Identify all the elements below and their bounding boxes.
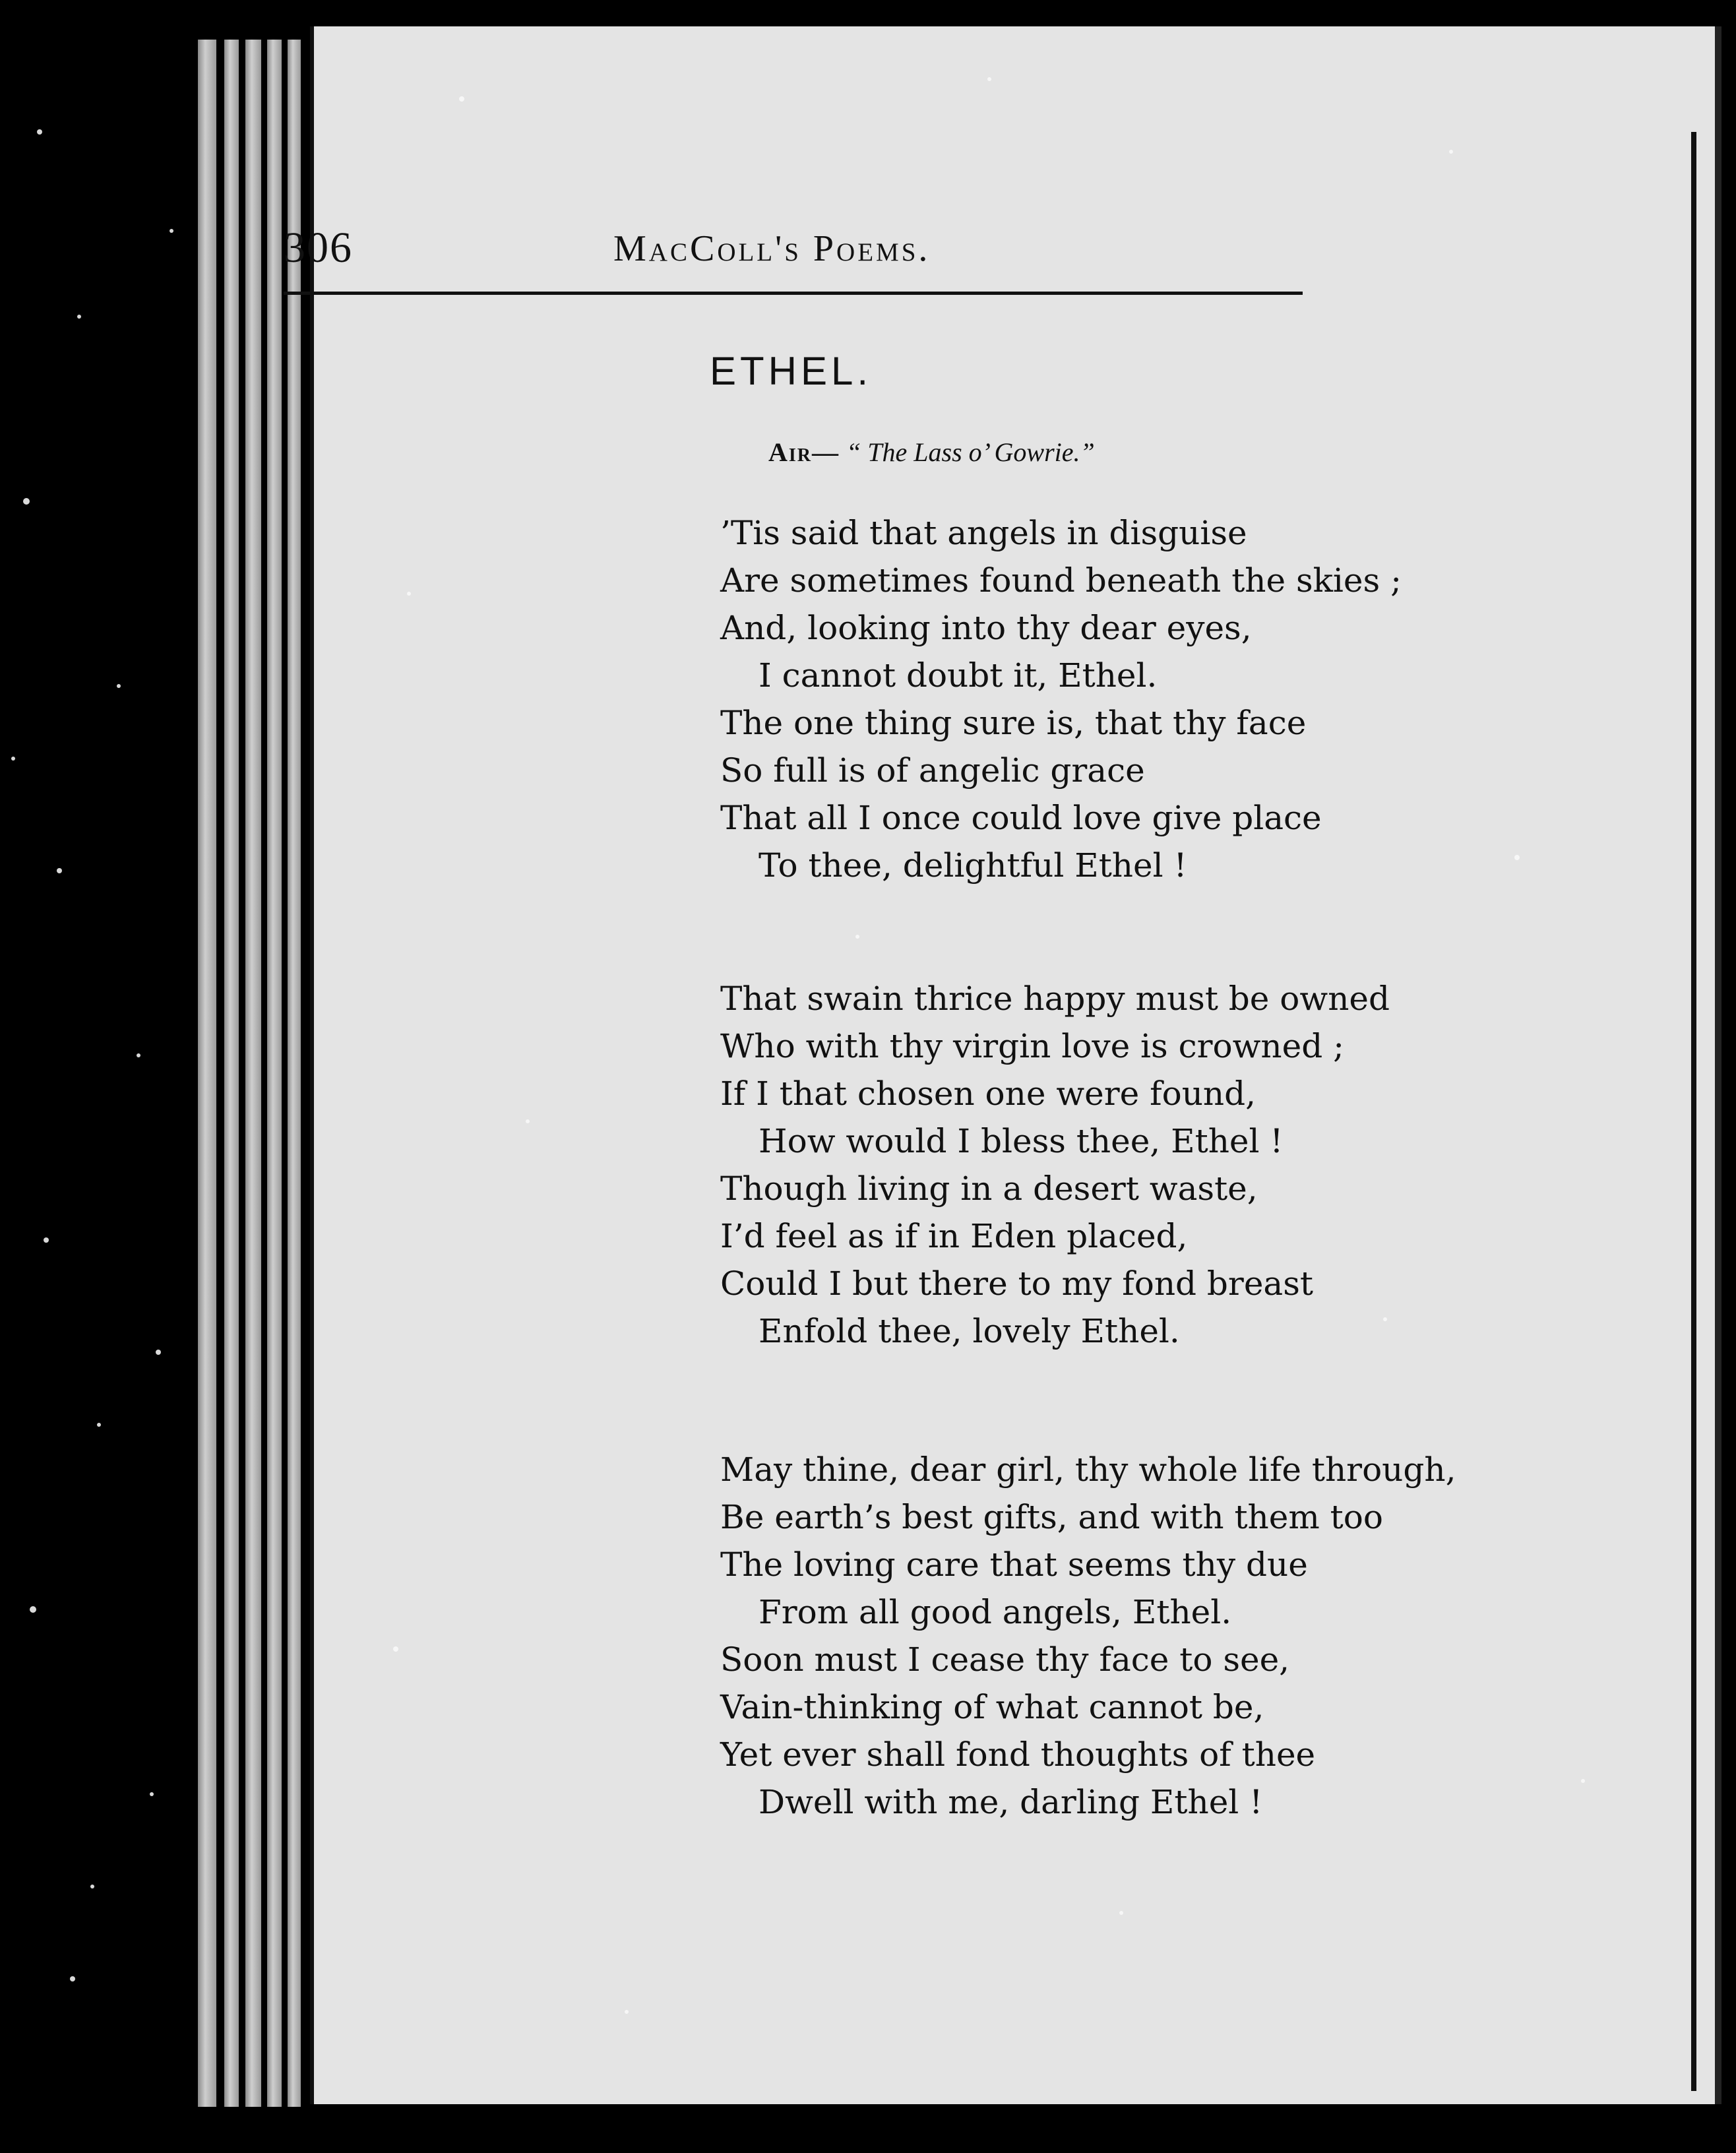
page-gutter-line	[1691, 132, 1696, 2091]
book-edge-strip	[288, 40, 301, 2107]
header-rule	[284, 292, 1303, 295]
poem-line: Could I but there to my fond breast	[720, 1264, 1313, 1303]
poem-line: Dwell with me, darling Ethel !	[759, 1783, 1263, 1821]
book-edge-strip	[267, 40, 282, 2107]
book-edge-strip	[224, 40, 239, 2107]
poem-line: If I that chosen one were found,	[720, 1075, 1256, 1113]
poem-line: Are sometimes found beneath the skies ;	[720, 561, 1402, 600]
poem-line: How would I bless thee, Ethel !	[759, 1122, 1284, 1160]
book-edge-strip	[198, 40, 216, 2107]
book-edge-strip	[245, 40, 261, 2107]
poem-line: Yet ever shall fond thoughts of thee	[720, 1735, 1316, 1774]
poem-line: I cannot doubt it, Ethel.	[759, 656, 1158, 695]
poem-line: The one thing sure is, that thy face	[720, 704, 1307, 742]
poem-line: That all I once could love give place	[720, 799, 1322, 837]
poem-line: So full is of angelic grace	[720, 751, 1145, 790]
stanza-2	[720, 975, 1390, 1355]
stanza-1	[720, 509, 1402, 889]
air-label: Air—	[768, 437, 840, 467]
poem-title: ETHEL.	[710, 349, 873, 393]
air-tune: “ The Lass o’ Gowrie.”	[846, 437, 1095, 467]
poem-line: Vain-thinking of what cannot be,	[720, 1688, 1264, 1726]
poem-line: ’Tis said that angels in disguise	[720, 514, 1247, 552]
page-number: 306	[284, 224, 353, 272]
poem-line: To thee, delightful Ethel !	[759, 846, 1187, 885]
air-note	[768, 437, 1095, 468]
poem-line: From all good angels, Ethel.	[759, 1593, 1232, 1631]
poem-line: Who with thy virgin love is crowned ;	[720, 1027, 1344, 1065]
running-head	[284, 198, 1306, 284]
poem-line: May thine, dear girl, thy whole life through,	[720, 1451, 1456, 1489]
stanza-3	[720, 1446, 1456, 1826]
poem-line: Though living in a desert waste,	[720, 1170, 1258, 1208]
poem-line: Be earth’s best gifts, and with them too	[720, 1498, 1383, 1536]
poem-line: The loving care that seems thy due	[720, 1545, 1308, 1584]
poem-line: And, looking into thy dear eyes,	[720, 609, 1252, 647]
book-title: MacColl's Poems.	[613, 228, 931, 269]
poem-line: Soon must I cease thy face to see,	[720, 1640, 1290, 1679]
poem-line: Enfold thee, lovely Ethel.	[759, 1312, 1180, 1350]
poem-line: I’d feel as if in Eden placed,	[720, 1217, 1188, 1255]
poem-line: That swain thrice happy must be owned	[720, 980, 1390, 1018]
